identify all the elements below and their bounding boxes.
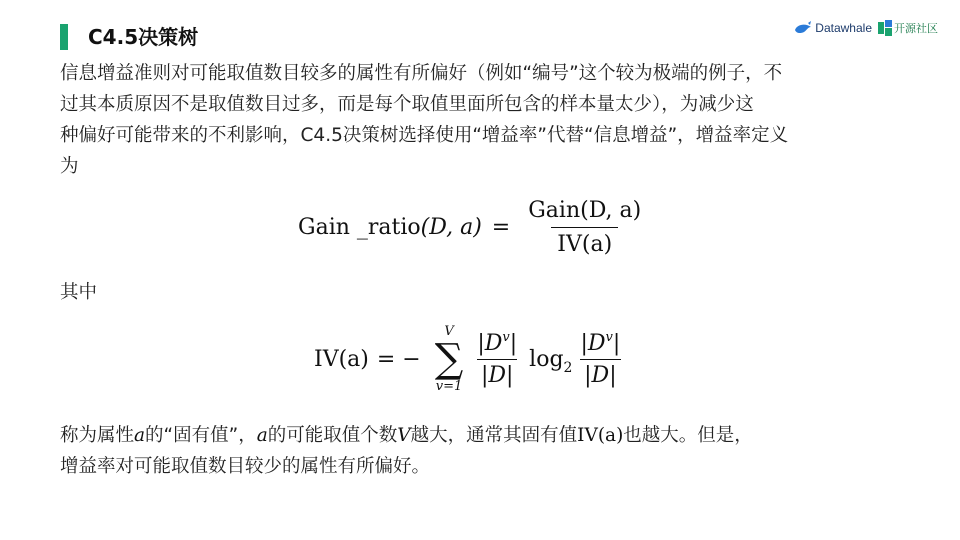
iv-lhs: IV(a)	[314, 346, 369, 372]
fraction-numerator: Gain(D, a)	[528, 197, 642, 223]
slide-title: C4.5决策树	[88, 25, 199, 49]
title-accent-bar	[60, 24, 68, 50]
equals-minus-sign: = −	[376, 346, 421, 372]
intrinsic-value-formula	[314, 318, 628, 400]
paragraph-line: 为	[60, 156, 79, 177]
logo-group	[794, 20, 938, 36]
community-icon	[878, 20, 892, 36]
paragraph-line: 称为属性a的“固有值”，a的可能取值个数V越大，通常其固有值IV(a)也越大。但是，	[60, 425, 753, 446]
equals-sign: =	[491, 214, 511, 240]
gain-ratio-formula	[298, 192, 647, 262]
datawhale-logo	[794, 21, 872, 35]
ratio-fraction-2	[576, 331, 624, 388]
ratio-fraction-1	[473, 331, 521, 388]
whale-icon	[794, 21, 812, 35]
paragraph-line: 过其本质原因不是取值数目过多，而是每个取值里面所包含的样本量太少），为减少这	[60, 94, 754, 115]
paragraph-line: 增益率对可能取值数目较少的属性有所偏好。	[60, 456, 431, 477]
community-logo-text: 开源社区	[894, 22, 938, 35]
fraction-denominator: IV(a)	[551, 227, 618, 257]
sum-lower-limit: v=1	[435, 379, 463, 394]
fraction-denominator: |D|	[580, 359, 620, 388]
fraction-denominator: |D|	[477, 359, 517, 388]
formula-lhs-name: Gain _ratio	[298, 214, 421, 240]
sum-upper-limit: V	[444, 324, 454, 339]
summation	[435, 325, 464, 393]
fraction-numerator: $|D^v|$	[477, 329, 518, 356]
paragraph-line: 信息增益准则对可能取值数目较多的属性有所偏好（例如“编号”这个较为极端的例子，不	[60, 63, 783, 84]
intro-paragraph	[60, 58, 920, 182]
formula-lhs-args: (D, a)	[420, 214, 482, 240]
fraction-numerator: $|D^v|$	[580, 329, 621, 356]
log-function: $\log_2$	[529, 346, 573, 376]
conclusion-paragraph	[60, 420, 920, 482]
gain-ratio-fraction	[522, 198, 647, 257]
datawhale-logo-text: Datawhale	[815, 21, 872, 35]
sigma-symbol: ∑	[434, 336, 464, 382]
community-logo	[878, 20, 938, 36]
where-label: 其中	[60, 282, 98, 303]
paragraph-line: 种偏好可能带来的不利影响，C4.5决策树选择使用“增益率”代替“信息增益”，增益率定义	[60, 125, 789, 146]
